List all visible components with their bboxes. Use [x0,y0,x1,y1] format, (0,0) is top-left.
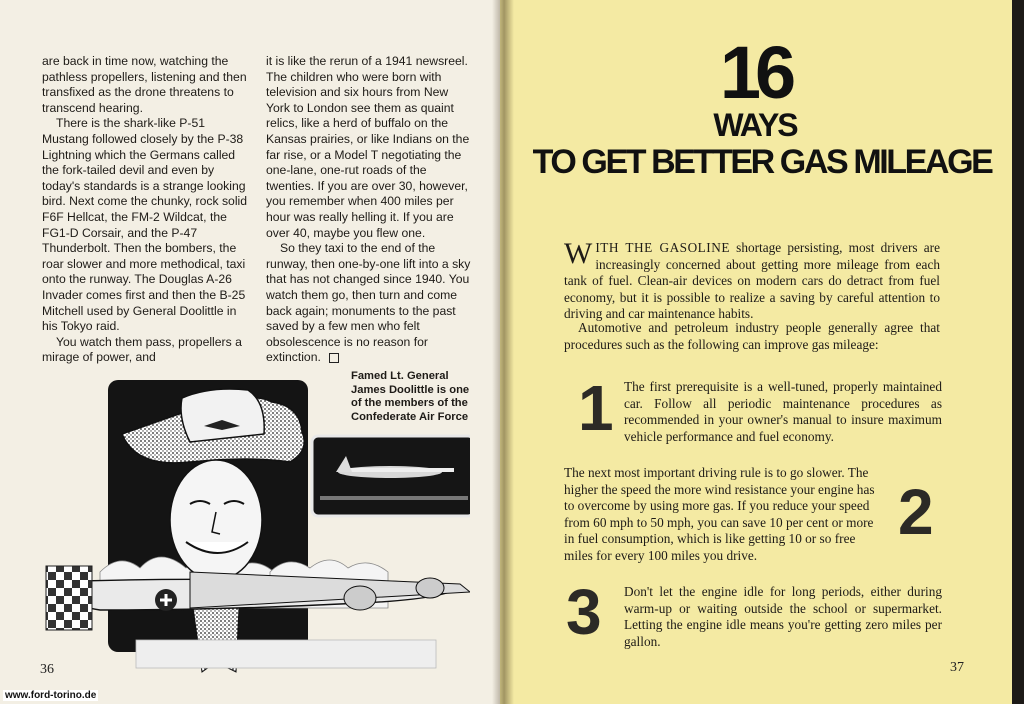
headline-number: 16 [719,31,791,114]
drop-cap: W [564,237,593,270]
intro-paragraph [564,237,940,323]
book-gutter [492,0,514,704]
paragraph: are back in time now, watching the pathless propellers, listening and then transfixed as the drone threatens to transcend hearing. [42,54,247,115]
headline-subtitle: TO GET BETTER GAS MILEAGE [532,143,992,181]
left-page [0,0,500,704]
paragraph [266,241,474,366]
text-column-1 [42,54,250,366]
face [170,460,262,580]
tip-text: The next most important driving rule is to go slower. The higher the speed the more wind resistance your engine has to overcome by using more gas. If you reduce your speed from 60 mph to 50 mph, you can save 10 per cent or more in fuel consumption, which is like getting 10 or so free miles for every 100 miles you drive. [564,465,875,563]
tip-text: The first prerequisite is a well-tuned, properly maintained car. Follow all periodic maintenance procedures as recommended in your owner's manual to insure maximum vehicle performance and fuel economy. [624,379,942,444]
page-edge [1012,0,1024,704]
tip-text: Don't let the engine idle for long periods, either during warm-up or waiting outside the school or supermarket. Letting the engine idle means you're getting zero miles per gallon. [624,584,942,649]
text-column-2 [266,54,474,366]
paragraph: You watch them pass, propellers a mirage of power, and [42,334,242,365]
agree-paragraph: Automotive and petroleum industry people generally agree that procedures such as the following can improve gas mileage: [564,320,940,352]
page-number: 37 [950,660,964,675]
intro-smallcaps: ITH THE GASOLINE [595,240,730,255]
paragraph: There is the shark-like P-51 Mustang followed closely by the P-38 Lightning which the Germans called the fork-tailed devil and even by today's standards is a strange looking bird. Next come the chunky, rock solid F6F Hellcat, the FM-2 Wildcat, the FG1-D Corsair, and the P-47 Thunderbolt. Then the bombers, the roar slower and more methodical, taxi onto the runway. The Douglas A-26 Invader comes first and then the B-25 Mitchell used by General Doolittle in his Tokyo raid. [42,116,248,334]
headline-ways: WAYS [713,107,797,143]
end-mark-icon [329,353,339,363]
tip-number: 2 [898,476,934,548]
paragraph: it is like the rerun of a 1941 newsreel. The children who were born with television and six hours from New York to London see them as quaint relics, like a herd of buffalo on the Kansas prairies, or like Indians on the far rise, or a Model T negotiating the one-lane, one-rut roads of the twenties. If you are over 30, however, you remember when 400 miles per hour was really helling it. If you are over 40, maybe you flew one. [266,54,470,240]
watermark: www.ford-torino.de [5,690,97,701]
tip-number: 3 [566,576,602,648]
page-number: 36 [40,662,54,677]
photo-caption: Famed Lt. General James Doolittle is one of the members of the Confederate Air Force [351,370,470,423]
intro-text: shortage persisting, most drivers are increasingly concerned about getting more mileage from each tank of fuel. Clean-air devices on modern cars do detract from fuel economy, but it is possible to realize a saving by careful attention to driving and car maintenance habits. [564,240,940,322]
tip-number: 1 [578,372,614,444]
paragraph-text: So they taxi to the end of the runway, then one-by-one lift into a sky that has not changed since 1940. You watch them go, then turn and come back again; monuments to the past saved by a few men who felt obsolescence is no reason for extinction. [266,241,471,365]
